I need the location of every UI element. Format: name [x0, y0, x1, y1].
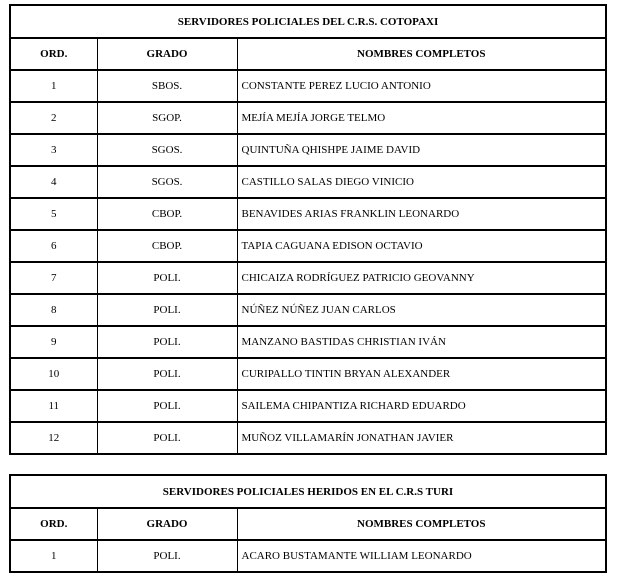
row-ord-cell: 9	[10, 326, 97, 358]
table-row	[10, 230, 606, 262]
row-ord-cell: 11	[10, 390, 97, 422]
table-row	[10, 326, 606, 358]
table-row	[10, 102, 606, 134]
table-row	[10, 422, 606, 454]
row-name-cell: NÚÑEZ NÚÑEZ JUAN CARLOS	[237, 294, 606, 326]
row-ord-cell: 1	[10, 70, 97, 102]
row-grado-cell: POLI.	[97, 294, 237, 326]
row-grado-cell: SGOP.	[97, 102, 237, 134]
table-row	[10, 198, 606, 230]
row-ord-cell: 2	[10, 102, 97, 134]
row-grado-cell: POLI.	[97, 390, 237, 422]
table-row	[10, 262, 606, 294]
table-header-row	[10, 508, 606, 540]
table-row	[10, 166, 606, 198]
row-grado-cell: SBOS.	[97, 70, 237, 102]
turi-injured-officers-table	[9, 474, 607, 573]
row-name-cell: QUINTUÑA QHISHPE JAIME DAVID	[237, 134, 606, 166]
row-grado-cell: POLI.	[97, 540, 237, 572]
row-name-cell: ACARO BUSTAMANTE WILLIAM LEONARDO	[237, 540, 606, 572]
row-grado-cell: POLI.	[97, 358, 237, 390]
table-row	[10, 358, 606, 390]
row-ord-cell: 12	[10, 422, 97, 454]
row-name-cell: MEJÍA MEJÍA JORGE TELMO	[237, 102, 606, 134]
row-grado-cell: POLI.	[97, 326, 237, 358]
row-ord-cell: 1	[10, 540, 97, 572]
row-name-cell: MUÑOZ VILLAMARÍN JONATHAN JAVIER	[237, 422, 606, 454]
row-grado-cell: POLI.	[97, 422, 237, 454]
column-header-nombres: NOMBRES COMPLETOS	[237, 38, 606, 70]
row-ord-cell: 7	[10, 262, 97, 294]
row-name-cell: TAPIA CAGUANA EDISON OCTAVIO	[237, 230, 606, 262]
table-row	[10, 390, 606, 422]
row-grado-cell: CBOP.	[97, 230, 237, 262]
column-header-ord: ORD.	[10, 508, 97, 540]
column-header-ord: ORD.	[10, 38, 97, 70]
column-header-grado: GRADO	[97, 38, 237, 70]
row-name-cell: SAILEMA CHIPANTIZA RICHARD EDUARDO	[237, 390, 606, 422]
column-header-nombres: NOMBRES COMPLETOS	[237, 508, 606, 540]
row-name-cell: BENAVIDES ARIAS FRANKLIN LEONARDO	[237, 198, 606, 230]
table-title: SERVIDORES POLICIALES HERIDOS EN EL C.R.S TURI	[10, 475, 606, 508]
row-name-cell: CURIPALLO TINTIN BRYAN ALEXANDER	[237, 358, 606, 390]
row-ord-cell: 5	[10, 198, 97, 230]
table-row	[10, 294, 606, 326]
row-grado-cell: POLI.	[97, 262, 237, 294]
row-name-cell: CASTILLO SALAS DIEGO VINICIO	[237, 166, 606, 198]
row-grado-cell: CBOP.	[97, 198, 237, 230]
row-name-cell: CONSTANTE PEREZ LUCIO ANTONIO	[237, 70, 606, 102]
table-row	[10, 70, 606, 102]
row-grado-cell: SGOS.	[97, 134, 237, 166]
row-ord-cell: 3	[10, 134, 97, 166]
table-row	[10, 540, 606, 572]
row-ord-cell: 8	[10, 294, 97, 326]
row-name-cell: CHICAIZA RODRÍGUEZ PATRICIO GEOVANNY	[237, 262, 606, 294]
column-header-grado: GRADO	[97, 508, 237, 540]
row-grado-cell: SGOS.	[97, 166, 237, 198]
row-name-cell: MANZANO BASTIDAS CHRISTIAN IVÁN	[237, 326, 606, 358]
row-ord-cell: 4	[10, 166, 97, 198]
row-ord-cell: 6	[10, 230, 97, 262]
cotopaxi-officers-table	[9, 4, 607, 455]
table-header-row	[10, 38, 606, 70]
row-ord-cell: 10	[10, 358, 97, 390]
table-row	[10, 134, 606, 166]
table-title: SERVIDORES POLICIALES DEL C.R.S. COTOPAXI	[10, 5, 606, 38]
